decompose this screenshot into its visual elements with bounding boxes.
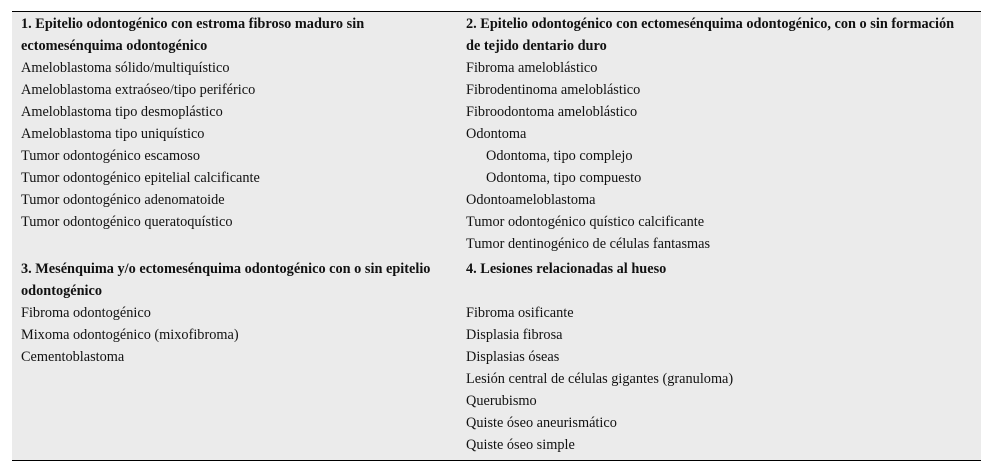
list-item: Ameloblastoma tipo uniquístico (21, 126, 205, 142)
section-2 (466, 13, 971, 255)
list-item: Tumor odontogénico epitelial calcificante (21, 170, 260, 186)
section-3 (21, 258, 461, 368)
list-item: Displasias óseas (466, 349, 560, 365)
list-item: Ameloblastoma extraóseo/tipo periférico (21, 82, 256, 98)
heading-spacer (466, 280, 971, 302)
section-1 (21, 13, 461, 233)
list-item: Tumor dentinogénico de células fantasmas (466, 236, 711, 252)
list-subitem: Odontoma, tipo complejo (486, 148, 633, 164)
section-4 (466, 258, 971, 456)
list-item: Ameloblastoma tipo desmoplástico (21, 104, 223, 120)
classification-table (12, 11, 981, 461)
list-item: Querubismo (466, 393, 537, 409)
list-item: Fibrodentinoma ameloblástico (466, 82, 641, 98)
list-item: Cementoblastoma (21, 349, 125, 365)
section-heading: 4. Lesiones relacionadas al hueso (466, 261, 667, 277)
section-heading: 1. Epitelio odontogénico con estroma fibroso maduro sin ectomesénquima odontogénico (21, 16, 365, 54)
list-item: Tumor odontogénico queratoquístico (21, 214, 233, 230)
list-item: Lesión central de células gigantes (granuloma) (466, 371, 734, 387)
list-item: Tumor odontogénico escamoso (21, 148, 200, 164)
list-item: Displasia fibrosa (466, 327, 563, 343)
list-item: Quiste óseo simple (466, 437, 575, 453)
list-item: Tumor odontogénico adenomatoide (21, 192, 225, 208)
list-item: Quiste óseo aneurismático (466, 415, 617, 431)
section-heading: 3. Mesénquima y/o ectomesénquima odontogénico con o sin epitelio odontogénico (21, 261, 431, 299)
list-item: Fibroma osificante (466, 305, 574, 321)
list-item: Fibroma odontogénico (21, 305, 151, 321)
list-item: Fibroma ameloblástico (466, 60, 598, 76)
list-item: Ameloblastoma sólido/multiquístico (21, 60, 230, 76)
list-item: Odontoameloblastoma (466, 192, 596, 208)
list-item: Tumor odontogénico quístico calcificante (466, 214, 705, 230)
list-item: Fibroodontoma ameloblástico (466, 104, 638, 120)
list-subitem: Odontoma, tipo compuesto (486, 170, 642, 186)
list-item: Odontoma (466, 126, 527, 142)
list-item: Mixoma odontogénico (mixofibroma) (21, 327, 239, 343)
section-heading: 2. Epitelio odontogénico con ectomesénquima odontogénico, con o sin formación de tejido dentario duro (466, 16, 955, 54)
